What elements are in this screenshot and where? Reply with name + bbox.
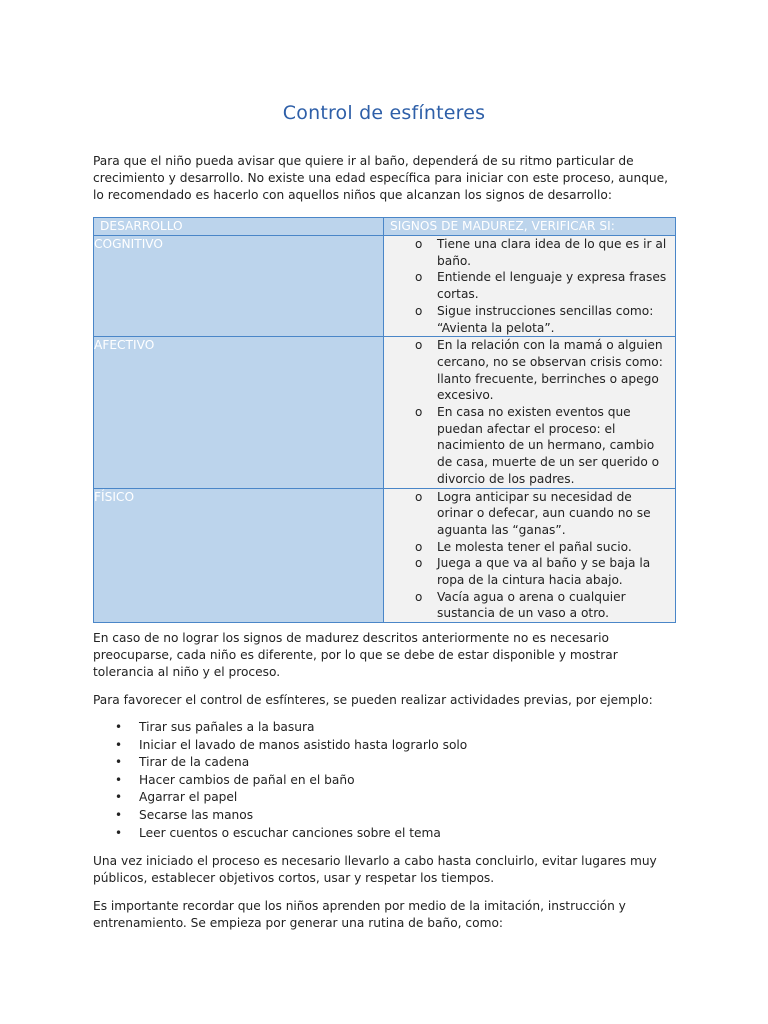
process-paragraph: Una vez iniciado el proceso es necesario llevarlo a cabo hasta concluirlo, evitar lugares muy públicos, establecer objetivos cortos, usar y respetar los tiempos. [93, 854, 657, 885]
bullet-icon: • [115, 720, 123, 734]
list-item: • Secarse las manos [93, 807, 678, 825]
intro-paragraph: Para que el niño pueda avisar que quiere ir al baño, dependerá de su ritmo particular de crecimiento y desarrollo. No existe una edad específica para iniciar con este proceso, aunque, lo recomendado es hacerlo con aquellos niños que alcanzan los signos de desarrollo: [93, 154, 669, 202]
circle-bullet-icon: o [415, 589, 423, 604]
list-item: • Leer cuentos o escuchar canciones sobre el tema [93, 825, 678, 843]
document-title: Control de esfínteres [282, 102, 486, 124]
bullet-icon: • [115, 790, 123, 805]
sign-item: o En la relación con la mamá o alguien cercano, no se observan crisis como: llanto frecuente, berrinches o apego excesivo. [415, 338, 663, 403]
sign-item: o Logra anticipar su necesidad de orinar o defecar, aun cuando no se aguanta las “ganas”. [415, 489, 651, 537]
circle-bullet-icon: o [415, 405, 423, 420]
reassurance-paragraph: En caso de no lograr los signos de madurez descritos anteriormente no es necesario preocuparse, cada niño es diferente, por lo que se debe de estar disponible y mostrar tolerancia al niño y el proceso. [93, 631, 618, 679]
bullet-icon: • [115, 737, 123, 752]
sign-item: o Juega a que va al baño y se baja la ropa de la cintura hacia abajo. [415, 556, 651, 588]
list-item: • Iniciar el lavado de manos asistido hasta lograrlo solo [93, 737, 678, 755]
routine-paragraph: Es importante recordar que los niños aprenden por medio de la imitación, instrucción y entrenamiento. Se empieza por generar una rutina de baño, como: [93, 899, 626, 930]
list-item: • Hacer cambios de pañal en el baño [93, 772, 678, 790]
signs-cell [384, 337, 676, 488]
category-cognitive: COGNITIVO [94, 236, 384, 337]
circle-bullet-icon: o [415, 237, 423, 251]
circle-bullet-icon: o [415, 338, 423, 353]
sign-item: o Sigue instrucciones sencillas como: “Avienta la pelota”. [415, 303, 654, 335]
circle-bullet-icon: o [415, 556, 423, 571]
list-item: • Agarrar el papel [93, 789, 678, 807]
header-development: DESARROLLO [94, 218, 384, 236]
sign-item: o Tiene una clara idea de lo que es ir al baño. [415, 237, 667, 268]
signs-cell [384, 236, 676, 337]
development-signs-table [93, 217, 676, 623]
activities-list [93, 719, 678, 842]
sign-item: o En casa no existen eventos que puedan afectar el proceso: el nacimiento de un hermano, cambio de casa, muerte de un ser querido o divorcio de los padres. [415, 405, 660, 486]
signs-cell [384, 488, 676, 623]
table-row [94, 488, 676, 623]
circle-bullet-icon: o [415, 303, 423, 318]
sign-item: o Le molesta tener el pañal sucio. [415, 539, 632, 554]
table-row [94, 337, 676, 488]
table-header-row [94, 218, 676, 236]
bullet-icon: • [115, 807, 123, 822]
bullet-icon: • [115, 772, 123, 787]
sign-item: o Entiende el lenguaje y expresa frases cortas. [415, 270, 667, 302]
circle-bullet-icon: o [415, 270, 423, 285]
table-row [94, 236, 676, 337]
activities-intro-paragraph: Para favorecer el control de esfínteres, se pueden realizar actividades previas, por ejemplo: [93, 693, 653, 707]
sign-item: o Vacía agua o arena o cualquier sustancia de un vaso a otro. [415, 589, 626, 621]
list-item: • Tirar de la cadena [93, 754, 678, 772]
bullet-icon: • [115, 825, 123, 840]
circle-bullet-icon: o [415, 539, 423, 554]
category-physical: FÍSICO [94, 488, 384, 623]
category-affective: AFECTIVO [94, 337, 384, 488]
bullet-icon: • [115, 755, 123, 770]
circle-bullet-icon: o [415, 489, 423, 504]
header-maturity-signs: SIGNOS DE MADUREZ, VERIFICAR SI: [384, 218, 676, 236]
list-item: • Tirar sus pañales a la basura [93, 719, 678, 737]
